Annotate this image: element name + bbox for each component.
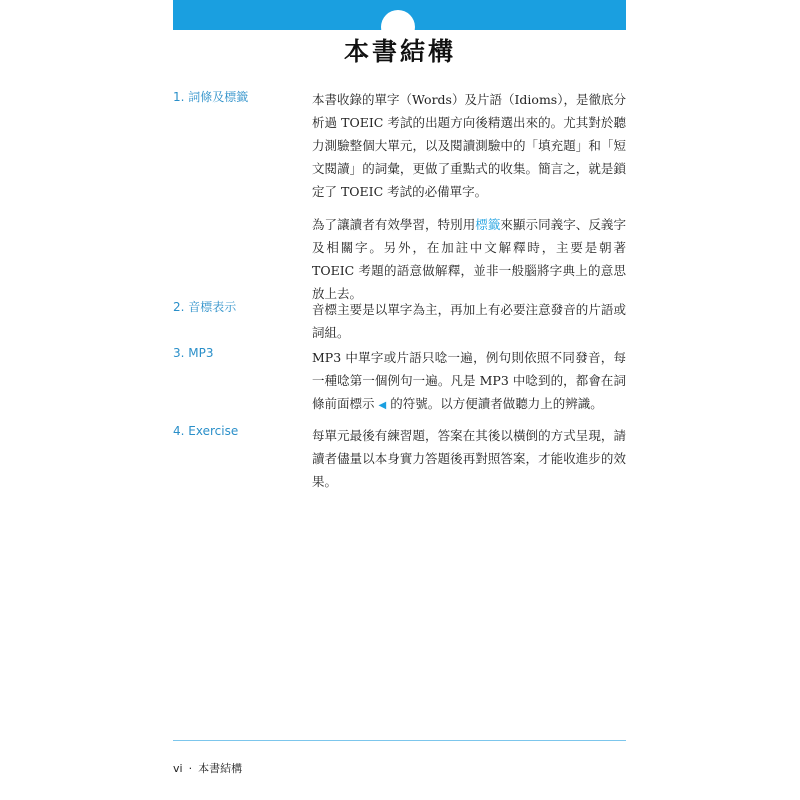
section-body bbox=[312, 298, 626, 344]
page-number: vi bbox=[173, 762, 183, 775]
paragraph: 音標主要是以單字為主，再加上有必要注意發音的片語或詞組。 bbox=[312, 302, 626, 340]
paragraph: MP3 中單字或片語只唸一遍，例句則依照不同發音，每一種唸第一個例句一遍。凡是 MP3 中唸到的，都會在詞條前面標示 ◀ 的符號。以方便讀者做聽力上的辨識。 bbox=[312, 350, 626, 411]
section-label: 1. 詞條及標籤 bbox=[173, 90, 249, 104]
section-body bbox=[312, 88, 626, 305]
section-body bbox=[312, 424, 626, 493]
paragraph: 本書收錄的單字（Words）及片語（Idioms），是徹底分析過 TOEIC 考試的出題方向後精選出來的。尤其對於聽力測驗整個大單元，以及閱讀測驗中的「填充題」和「短文閱讀」的詞彙，更做了重點式的收集。簡言之，就是鎖定了 TOEIC 考試的必備單字。 bbox=[312, 92, 626, 199]
footer-separator: · bbox=[188, 762, 193, 775]
audio-marker-icon: ◀ bbox=[378, 400, 387, 411]
tag-highlight: 標籤 bbox=[475, 217, 501, 232]
section-label: 4. Exercise bbox=[173, 424, 239, 438]
section-body bbox=[312, 346, 626, 417]
footer bbox=[173, 760, 242, 776]
footer-section-name: 本書結構 bbox=[198, 762, 243, 775]
paragraph: 每單元最後有練習題，答案在其後以橫倒的方式呈現，請讀者儘量以本身實力答題後再對照答案，才能收進步的效果。 bbox=[312, 428, 626, 489]
footer-divider bbox=[173, 740, 626, 741]
section-label: 3. MP3 bbox=[173, 346, 214, 360]
page-title: 本書結構 bbox=[343, 37, 456, 66]
section-label: 2. 音標表示 bbox=[173, 300, 237, 314]
paragraph: 為了讓讀者有效學習，特別用標籤來顯示同義字、反義字及相關字。另外，在加註中文解釋時，主要是朝著 TOEIC 考題的語意做解釋，並非一般腦將字典上的意思放上去。 bbox=[312, 217, 626, 301]
